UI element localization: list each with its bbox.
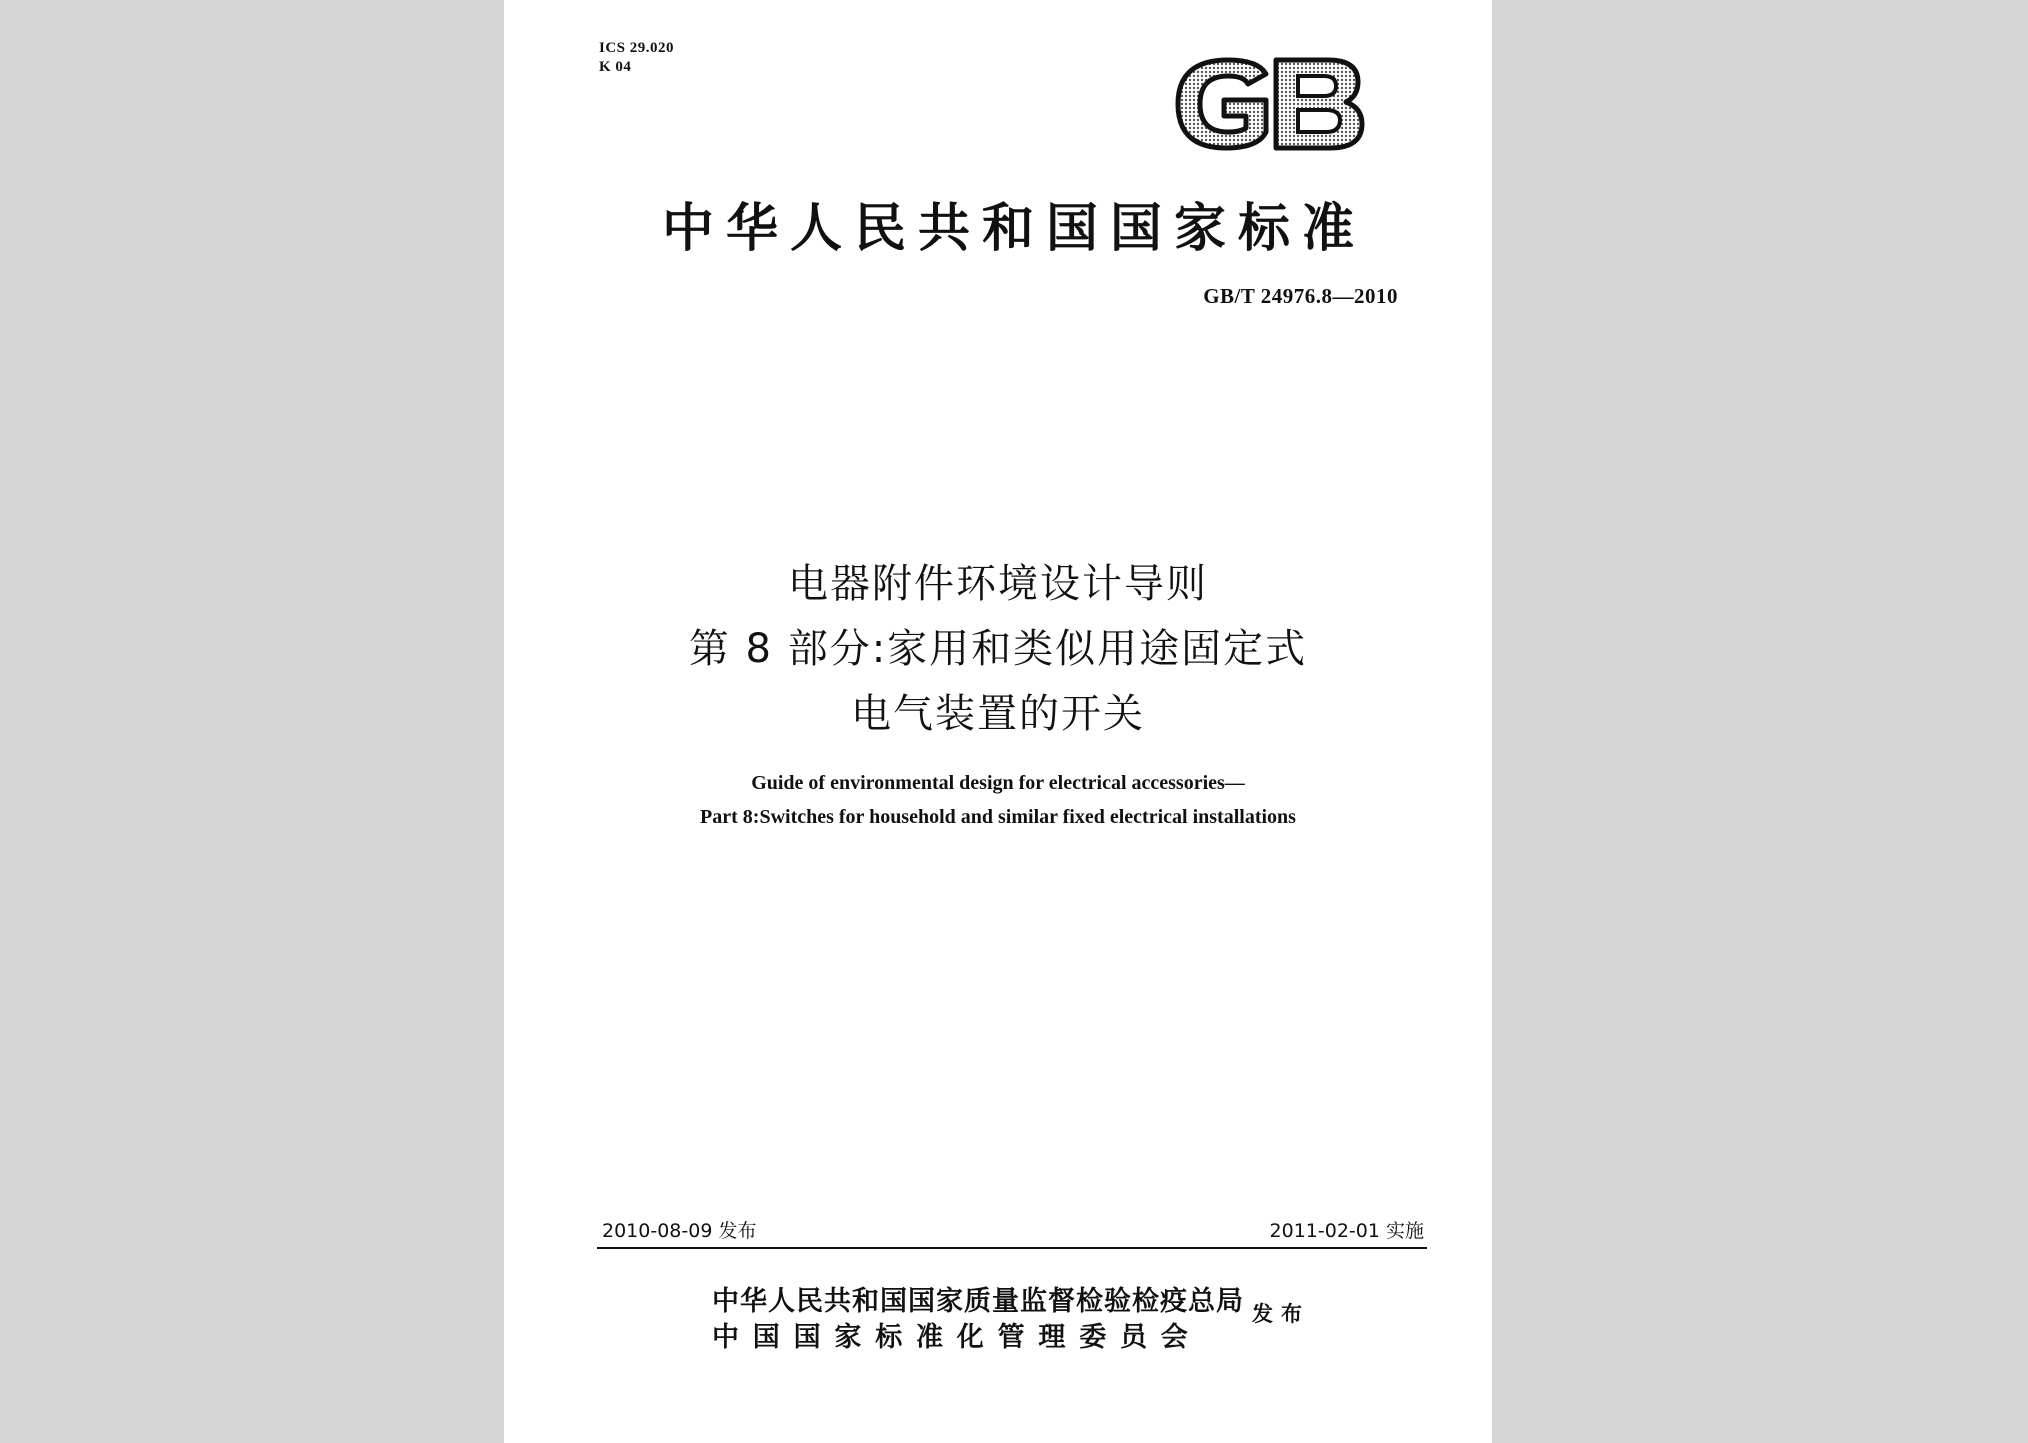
gb-logo — [1168, 54, 1368, 154]
title-en-line-2: Part 8:Switches for household and similar fixed electrical installations — [700, 806, 1296, 828]
title-zh-line-1: 电器附件环境设计导则 — [788, 561, 1208, 607]
issue-date: 2010-08-09 发布 — [602, 1220, 757, 1242]
divider-rule — [597, 1247, 1427, 1249]
issuer-sac: 中国国家标准化管理委员会 — [712, 1322, 1202, 1353]
classification-code: K 04 — [599, 59, 632, 75]
gb-logo-icon — [1168, 54, 1368, 154]
issuer-aqsiq: 中华人民共和国国家质量监督检验检疫总局 — [712, 1286, 1244, 1317]
standard-number: GB/T 24976.8—2010 — [1203, 284, 1398, 308]
issue-word: 发布 — [1252, 1301, 1310, 1326]
organization-heading: 中华人民共和国国家标准 — [661, 198, 1366, 259]
implementation-date: 2011-02-01 实施 — [1269, 1220, 1424, 1242]
document-page — [504, 0, 1492, 1443]
title-zh-line-2: 第 8 部分:家用和类似用途固定式 — [688, 626, 1308, 672]
title-en-line-1: Guide of environmental design for electrical accessories— — [751, 772, 1245, 794]
ics-code: ICS 29.020 — [599, 40, 675, 56]
title-zh-line-3: 电气装置的开关 — [851, 691, 1145, 737]
